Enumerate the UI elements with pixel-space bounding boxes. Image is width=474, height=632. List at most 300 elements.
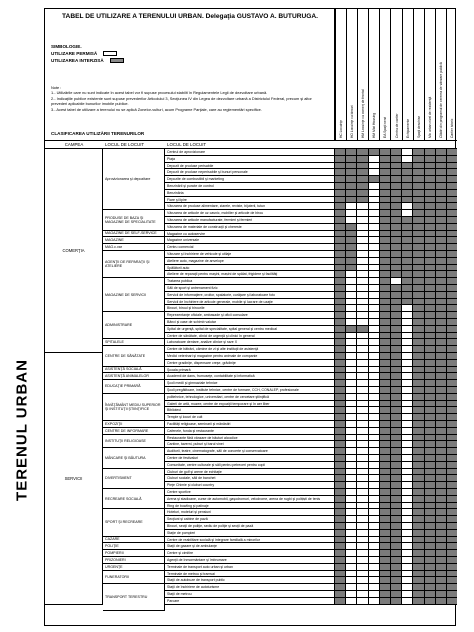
permitted-cell — [369, 598, 380, 604]
prohibited-cell — [335, 149, 346, 155]
prohibited-cell — [380, 265, 391, 271]
prohibited-cell — [436, 530, 447, 536]
prohibited-cell — [436, 271, 447, 277]
prohibited-cell — [380, 285, 391, 291]
prohibited-cell — [357, 149, 368, 155]
table-row — [165, 265, 457, 272]
permitted-cell — [402, 407, 413, 413]
row-label: Benzinării şi puncte de control — [165, 183, 335, 189]
prohibited-cell — [447, 251, 457, 257]
table-row — [165, 421, 457, 428]
row-label: Ateliere de reparaţii pentru maşini, mașini de spălat, frigidere şi facilităţi — [165, 271, 335, 277]
row-label: Temple şi locuri de cult — [165, 414, 335, 420]
permitted-cell — [357, 299, 368, 305]
permitted-cell — [369, 414, 380, 420]
row-label: Staţii de închiriere de autoturisme — [165, 584, 335, 590]
prohibited-cell — [391, 503, 402, 509]
permitted-cell — [402, 482, 413, 488]
prohibited-cell — [447, 244, 457, 250]
prohibited-cell — [380, 482, 391, 488]
prohibited-cell — [380, 149, 391, 155]
permitted-cell — [357, 312, 368, 318]
prohibited-cell — [413, 156, 424, 162]
permitted-cell — [369, 190, 380, 196]
prohibited-cell — [391, 421, 402, 427]
prohibited-cell — [425, 305, 436, 311]
prohibited-cell — [380, 367, 391, 373]
row-label: Depozit de produse neperisabile şi bunuri personale — [165, 169, 335, 175]
table-row — [165, 251, 457, 258]
prohibited-cell — [413, 550, 424, 556]
column-header — [446, 9, 457, 140]
group-cell: PRODUSE DE BAZA ŞI MAGAZINE DE SPECIALITATE — [103, 210, 165, 230]
prohibited-cell — [391, 584, 402, 590]
group-cell: AGENŢII DE REPARAŢII ŞI ATELIERE — [103, 251, 165, 278]
prohibited-cell — [447, 210, 457, 216]
permitted-cell — [402, 584, 413, 590]
table-row — [165, 299, 457, 306]
column-header — [357, 9, 368, 140]
prohibited-cell — [335, 353, 346, 359]
prohibited-cell — [335, 251, 346, 257]
table-row — [165, 197, 457, 204]
prohibited-cell — [447, 557, 457, 563]
permitted-cell — [369, 258, 380, 264]
prohibited-cell — [447, 231, 457, 237]
prohibited-cell — [413, 183, 424, 189]
legend-prohibited-label: UTILIZAREA INTERZISĂ — [51, 58, 104, 63]
prohibited-cell — [447, 203, 457, 209]
permitted-cell — [369, 169, 380, 175]
prohibited-cell — [357, 169, 368, 175]
prohibited-cell — [380, 224, 391, 230]
prohibited-cell — [346, 197, 357, 203]
legend-prohibited — [51, 57, 124, 64]
prohibited-cell — [436, 258, 447, 264]
prohibited-cell — [447, 455, 457, 461]
row-label: Vânzarea de produse alimentare, ziarele, reviste, bijuterii, tutun — [165, 203, 335, 209]
prohibited-cell — [447, 217, 457, 223]
prohibited-cell — [425, 231, 436, 237]
prohibited-cell — [436, 475, 447, 481]
column-header — [390, 9, 401, 140]
prohibited-cell — [447, 224, 457, 230]
permitted-cell — [369, 469, 380, 475]
prohibited-cell — [380, 210, 391, 216]
permitted-cell — [357, 496, 368, 502]
permitted-cell — [402, 373, 413, 379]
permitted-cell — [402, 360, 413, 366]
prohibited-cell — [335, 557, 346, 563]
prohibited-cell — [425, 346, 436, 352]
permitted-cell — [346, 278, 357, 284]
prohibited-cell — [425, 469, 436, 475]
prohibited-cell — [380, 299, 391, 305]
table-row — [165, 387, 457, 394]
row-label: Agenţii de înmormântare şi îmbrumare — [165, 557, 335, 563]
permitted-cell — [402, 346, 413, 352]
permitted-cell — [357, 537, 368, 543]
prohibited-cell — [425, 210, 436, 216]
prohibited-cell — [380, 543, 391, 549]
prohibited-cell — [391, 469, 402, 475]
prohibited-cell — [447, 183, 457, 189]
prohibited-cell — [436, 265, 447, 271]
permitted-cell — [369, 299, 380, 305]
prohibited-cell — [391, 353, 402, 359]
prohibited-cell — [391, 305, 402, 311]
table-row — [165, 183, 457, 190]
prohibited-cell — [335, 156, 346, 162]
permitted-cell — [369, 462, 380, 468]
permitted-cell — [346, 285, 357, 291]
table-row — [165, 496, 457, 503]
table-row — [165, 516, 457, 523]
permitted-cell — [402, 326, 413, 332]
prohibited-cell — [402, 224, 413, 230]
prohibited-cell — [357, 197, 368, 203]
prohibited-cell — [436, 367, 447, 373]
permitted-cell — [369, 271, 380, 277]
prohibited-cell — [436, 407, 447, 413]
table-row — [165, 543, 457, 550]
prohibited-cell — [380, 428, 391, 434]
table-row — [165, 319, 457, 326]
table-row — [165, 598, 457, 605]
group-cell: TRANSPORT TERESTRU — [103, 584, 165, 611]
prohibited-cell — [402, 292, 413, 298]
prohibited-cell — [391, 523, 402, 529]
table-row — [165, 380, 457, 387]
row-label: Spital de urgenţă, spital de specialitate, spital general şi centru medical — [165, 326, 335, 332]
permitted-cell — [357, 435, 368, 441]
permitted-cell — [357, 285, 368, 291]
prohibited-cell — [380, 537, 391, 543]
prohibited-cell — [380, 190, 391, 196]
group-cell: EDUCAŢIE PRIMARĂ — [103, 380, 165, 394]
table-row — [165, 333, 457, 340]
prohibited-cell — [425, 509, 436, 515]
prohibited-cell — [391, 577, 402, 583]
permitted-cell — [369, 441, 380, 447]
prohibited-cell — [413, 360, 424, 366]
permitted-cell — [357, 401, 368, 407]
permitted-cell — [357, 367, 368, 373]
prohibited-cell — [436, 197, 447, 203]
table-row — [165, 455, 457, 462]
prohibited-cell — [425, 244, 436, 250]
prohibited-cell — [335, 530, 346, 536]
prohibited-cell — [335, 496, 346, 502]
prohibited-cell — [425, 285, 436, 291]
row-label: Servicii de informaţiere, croitor, spalatorie, curăţare şi laboratoare foto — [165, 292, 335, 298]
prohibited-cell — [335, 217, 346, 223]
prohibited-cell — [380, 591, 391, 597]
column-header-label: Cartier istoric — [449, 118, 454, 138]
prohibited-cell — [335, 571, 346, 577]
permitted-cell — [357, 339, 368, 345]
prohibited-cell — [425, 360, 436, 366]
permitted-swatch — [103, 51, 117, 56]
prohibited-cell — [335, 537, 346, 543]
table-row — [165, 584, 457, 591]
note-line: Note : — [51, 85, 62, 90]
column-header-label: HC Locuinţe — [339, 119, 344, 138]
prohibited-cell — [391, 346, 402, 352]
prohibited-cell — [346, 237, 357, 243]
permitted-cell — [357, 346, 368, 352]
prohibited-cell — [402, 163, 413, 169]
prohibited-cell — [335, 203, 346, 209]
prohibited-cell — [436, 441, 447, 447]
prohibited-cell — [413, 414, 424, 420]
prohibited-cell — [402, 176, 413, 182]
prohibited-cell — [447, 339, 457, 345]
row-label: Depozit de produse perisabile — [165, 163, 335, 169]
prohibited-cell — [447, 564, 457, 570]
prohibited-cell — [436, 455, 447, 461]
prohibited-cell — [413, 163, 424, 169]
permitted-cell — [369, 387, 380, 393]
prohibited-cell — [447, 299, 457, 305]
permitted-cell — [402, 516, 413, 522]
prohibited-cell — [436, 360, 447, 366]
prohibited-cell — [425, 394, 436, 400]
prohibited-cell — [436, 571, 447, 577]
permitted-cell — [402, 353, 413, 359]
column-header — [335, 9, 346, 140]
prohibited-cell — [436, 523, 447, 529]
prohibited-cell — [413, 333, 424, 339]
prohibited-cell — [436, 428, 447, 434]
prohibited-cell — [425, 496, 436, 502]
prohibited-cell — [335, 482, 346, 488]
prohibited-cell — [413, 530, 424, 536]
prohibited-cell — [335, 197, 346, 203]
permitted-cell — [402, 312, 413, 318]
permitted-cell — [369, 203, 380, 209]
side-title-text: TERENUL URBAN — [13, 359, 31, 501]
prohibited-cell — [436, 577, 447, 583]
table-row — [165, 571, 457, 578]
column-header-label: HM Mixt Housing — [372, 112, 377, 138]
prohibited-cell — [413, 217, 424, 223]
permitted-cell — [402, 455, 413, 461]
category-cell: SERVICII — [45, 353, 103, 605]
permitted-cell — [369, 496, 380, 502]
prohibited-cell — [335, 305, 346, 311]
prohibited-cell — [425, 421, 436, 427]
header-place: LOCUL DE LOCUIT — [105, 142, 145, 147]
row-label: Centre gradiniţe, dispensare creşe, grădiniţe — [165, 360, 335, 366]
prohibited-cell — [436, 285, 447, 291]
prohibited-cell — [335, 428, 346, 434]
prohibited-cell — [413, 475, 424, 481]
table-row — [165, 203, 457, 210]
prohibited-cell — [436, 401, 447, 407]
prohibited-cell — [391, 543, 402, 549]
prohibited-cell — [436, 537, 447, 543]
prohibited-cell — [380, 401, 391, 407]
prohibited-cell — [436, 421, 447, 427]
permitted-cell — [346, 469, 357, 475]
prohibited-cell — [391, 380, 402, 386]
prohibited-cell — [425, 577, 436, 583]
permitted-cell — [357, 360, 368, 366]
row-label: Depozite de combustibil şi marketing — [165, 176, 335, 182]
permitted-cell — [369, 367, 380, 373]
prohibited-cell — [413, 516, 424, 522]
permitted-cell — [357, 305, 368, 311]
prohibited-cell — [436, 380, 447, 386]
prohibited-cell — [413, 571, 424, 577]
permitted-cell — [402, 591, 413, 597]
prohibited-cell — [413, 584, 424, 590]
row-label: Piaţa — [165, 156, 335, 162]
table-row — [165, 149, 457, 156]
prohibited-cell — [380, 278, 391, 284]
column-header — [402, 9, 413, 140]
prohibited-cell — [413, 169, 424, 175]
permitted-cell — [346, 489, 357, 495]
prohibited-cell — [425, 217, 436, 223]
permitted-cell — [346, 292, 357, 298]
permitted-cell — [402, 475, 413, 481]
permitted-cell — [369, 231, 380, 237]
prohibited-cell — [447, 258, 457, 264]
permitted-cell — [369, 319, 380, 325]
prohibited-cell — [447, 387, 457, 393]
prohibited-cell — [380, 503, 391, 509]
permitted-cell — [402, 435, 413, 441]
table-row — [165, 217, 457, 224]
prohibited-cell — [380, 346, 391, 352]
table-row — [165, 550, 457, 557]
table-row — [165, 231, 457, 238]
permitted-cell — [369, 530, 380, 536]
table-row — [165, 462, 457, 469]
permitted-cell — [369, 509, 380, 515]
prohibited-cell — [335, 503, 346, 509]
prohibited-cell — [335, 550, 346, 556]
permitted-cell — [402, 543, 413, 549]
permitted-cell — [369, 455, 380, 461]
prohibited-cell — [391, 448, 402, 454]
row-label: Magazine cu autoservire — [165, 231, 335, 237]
permitted-cell — [357, 598, 368, 604]
prohibited-cell — [436, 163, 447, 169]
permitted-cell — [402, 367, 413, 373]
row-label: Centrul de aprovizionare — [165, 149, 335, 155]
column-header-label: Mic urban nivel de rezidenţă — [427, 96, 432, 138]
prohibited-cell — [425, 367, 436, 373]
permitted-cell — [357, 428, 368, 434]
prohibited-cell — [402, 299, 413, 305]
permitted-cell — [369, 380, 380, 386]
group-cell: ÎNVĂŢĂMÂNT MEDIU SUPERIOR ŞI INSTITUŢII ŞTIINŢIFICE — [103, 394, 165, 421]
prohibited-cell — [346, 251, 357, 257]
prohibited-cell — [335, 299, 346, 305]
row-label: Centre de bătrâni, cămine de zi şi alte instituţii de asistenţă — [165, 346, 335, 352]
row-label: Ring de bowling şi patinaje — [165, 503, 335, 509]
prohibited-cell — [436, 557, 447, 563]
prohibited-cell — [335, 591, 346, 597]
prohibited-cell — [413, 224, 424, 230]
group-cell: INSTITUŢII RELIGIOASE — [103, 435, 165, 449]
prohibited-cell — [380, 360, 391, 366]
prohibited-cell — [425, 435, 436, 441]
permitted-cell — [357, 292, 368, 298]
permitted-cell — [369, 292, 380, 298]
prohibited-cell — [425, 373, 436, 379]
permitted-cell — [369, 373, 380, 379]
prohibited-cell — [391, 509, 402, 515]
prohibited-cell — [425, 190, 436, 196]
prohibited-cell — [425, 571, 436, 577]
prohibited-cell — [436, 237, 447, 243]
row-label: Staţie de pompieri — [165, 530, 335, 536]
permitted-cell — [357, 509, 368, 515]
row-label: Terminale de transport auto urban şi urban — [165, 564, 335, 570]
permitted-cell — [402, 421, 413, 427]
prohibited-cell — [447, 482, 457, 488]
table-row — [165, 509, 457, 516]
prohibited-cell — [447, 285, 457, 291]
prohibited-cell — [380, 509, 391, 515]
permitted-cell — [402, 489, 413, 495]
prohibited-cell — [413, 435, 424, 441]
prohibited-cell — [436, 231, 447, 237]
permitted-cell — [357, 455, 368, 461]
prohibited-cell — [425, 441, 436, 447]
prohibited-cell — [425, 584, 436, 590]
permitted-cell — [346, 591, 357, 597]
prohibited-cell — [425, 237, 436, 243]
row-label: Şcoli pregătitoare, institute tehnice, centre de formare, CCH, CONALEP, profesionale — [165, 387, 335, 393]
prohibited-cell — [413, 380, 424, 386]
table-body — [45, 149, 457, 627]
permitted-cell — [357, 258, 368, 264]
permitted-cell — [402, 401, 413, 407]
prohibited-cell — [335, 183, 346, 189]
prohibited-cell — [425, 516, 436, 522]
prohibited-cell — [391, 387, 402, 393]
legend-permitted — [51, 50, 124, 57]
prohibited-cell — [380, 584, 391, 590]
permitted-cell — [346, 305, 357, 311]
prohibited-cell — [413, 197, 424, 203]
prohibited-cell — [436, 312, 447, 318]
permitted-cell — [357, 543, 368, 549]
row-label: Centre de reabilitare socială şi integrare familială a minorilor — [165, 537, 335, 543]
prohibited-cell — [436, 169, 447, 175]
row-label: Secţiuni şi cabine de pază — [165, 516, 335, 522]
table-row — [165, 258, 457, 265]
prohibited-cell — [335, 271, 346, 277]
row-label: Magazine universale — [165, 237, 335, 243]
permitted-cell — [402, 523, 413, 529]
prohibited-cell — [425, 333, 436, 339]
prohibited-cell — [425, 203, 436, 209]
group-cell: POLIŢIE — [103, 543, 165, 550]
permitted-cell — [357, 210, 368, 216]
permitted-cell — [357, 530, 368, 536]
prohibited-cell — [413, 428, 424, 434]
permitted-cell — [357, 203, 368, 209]
prohibited-cell — [391, 414, 402, 420]
table-row — [165, 394, 457, 401]
permitted-cell — [369, 265, 380, 271]
